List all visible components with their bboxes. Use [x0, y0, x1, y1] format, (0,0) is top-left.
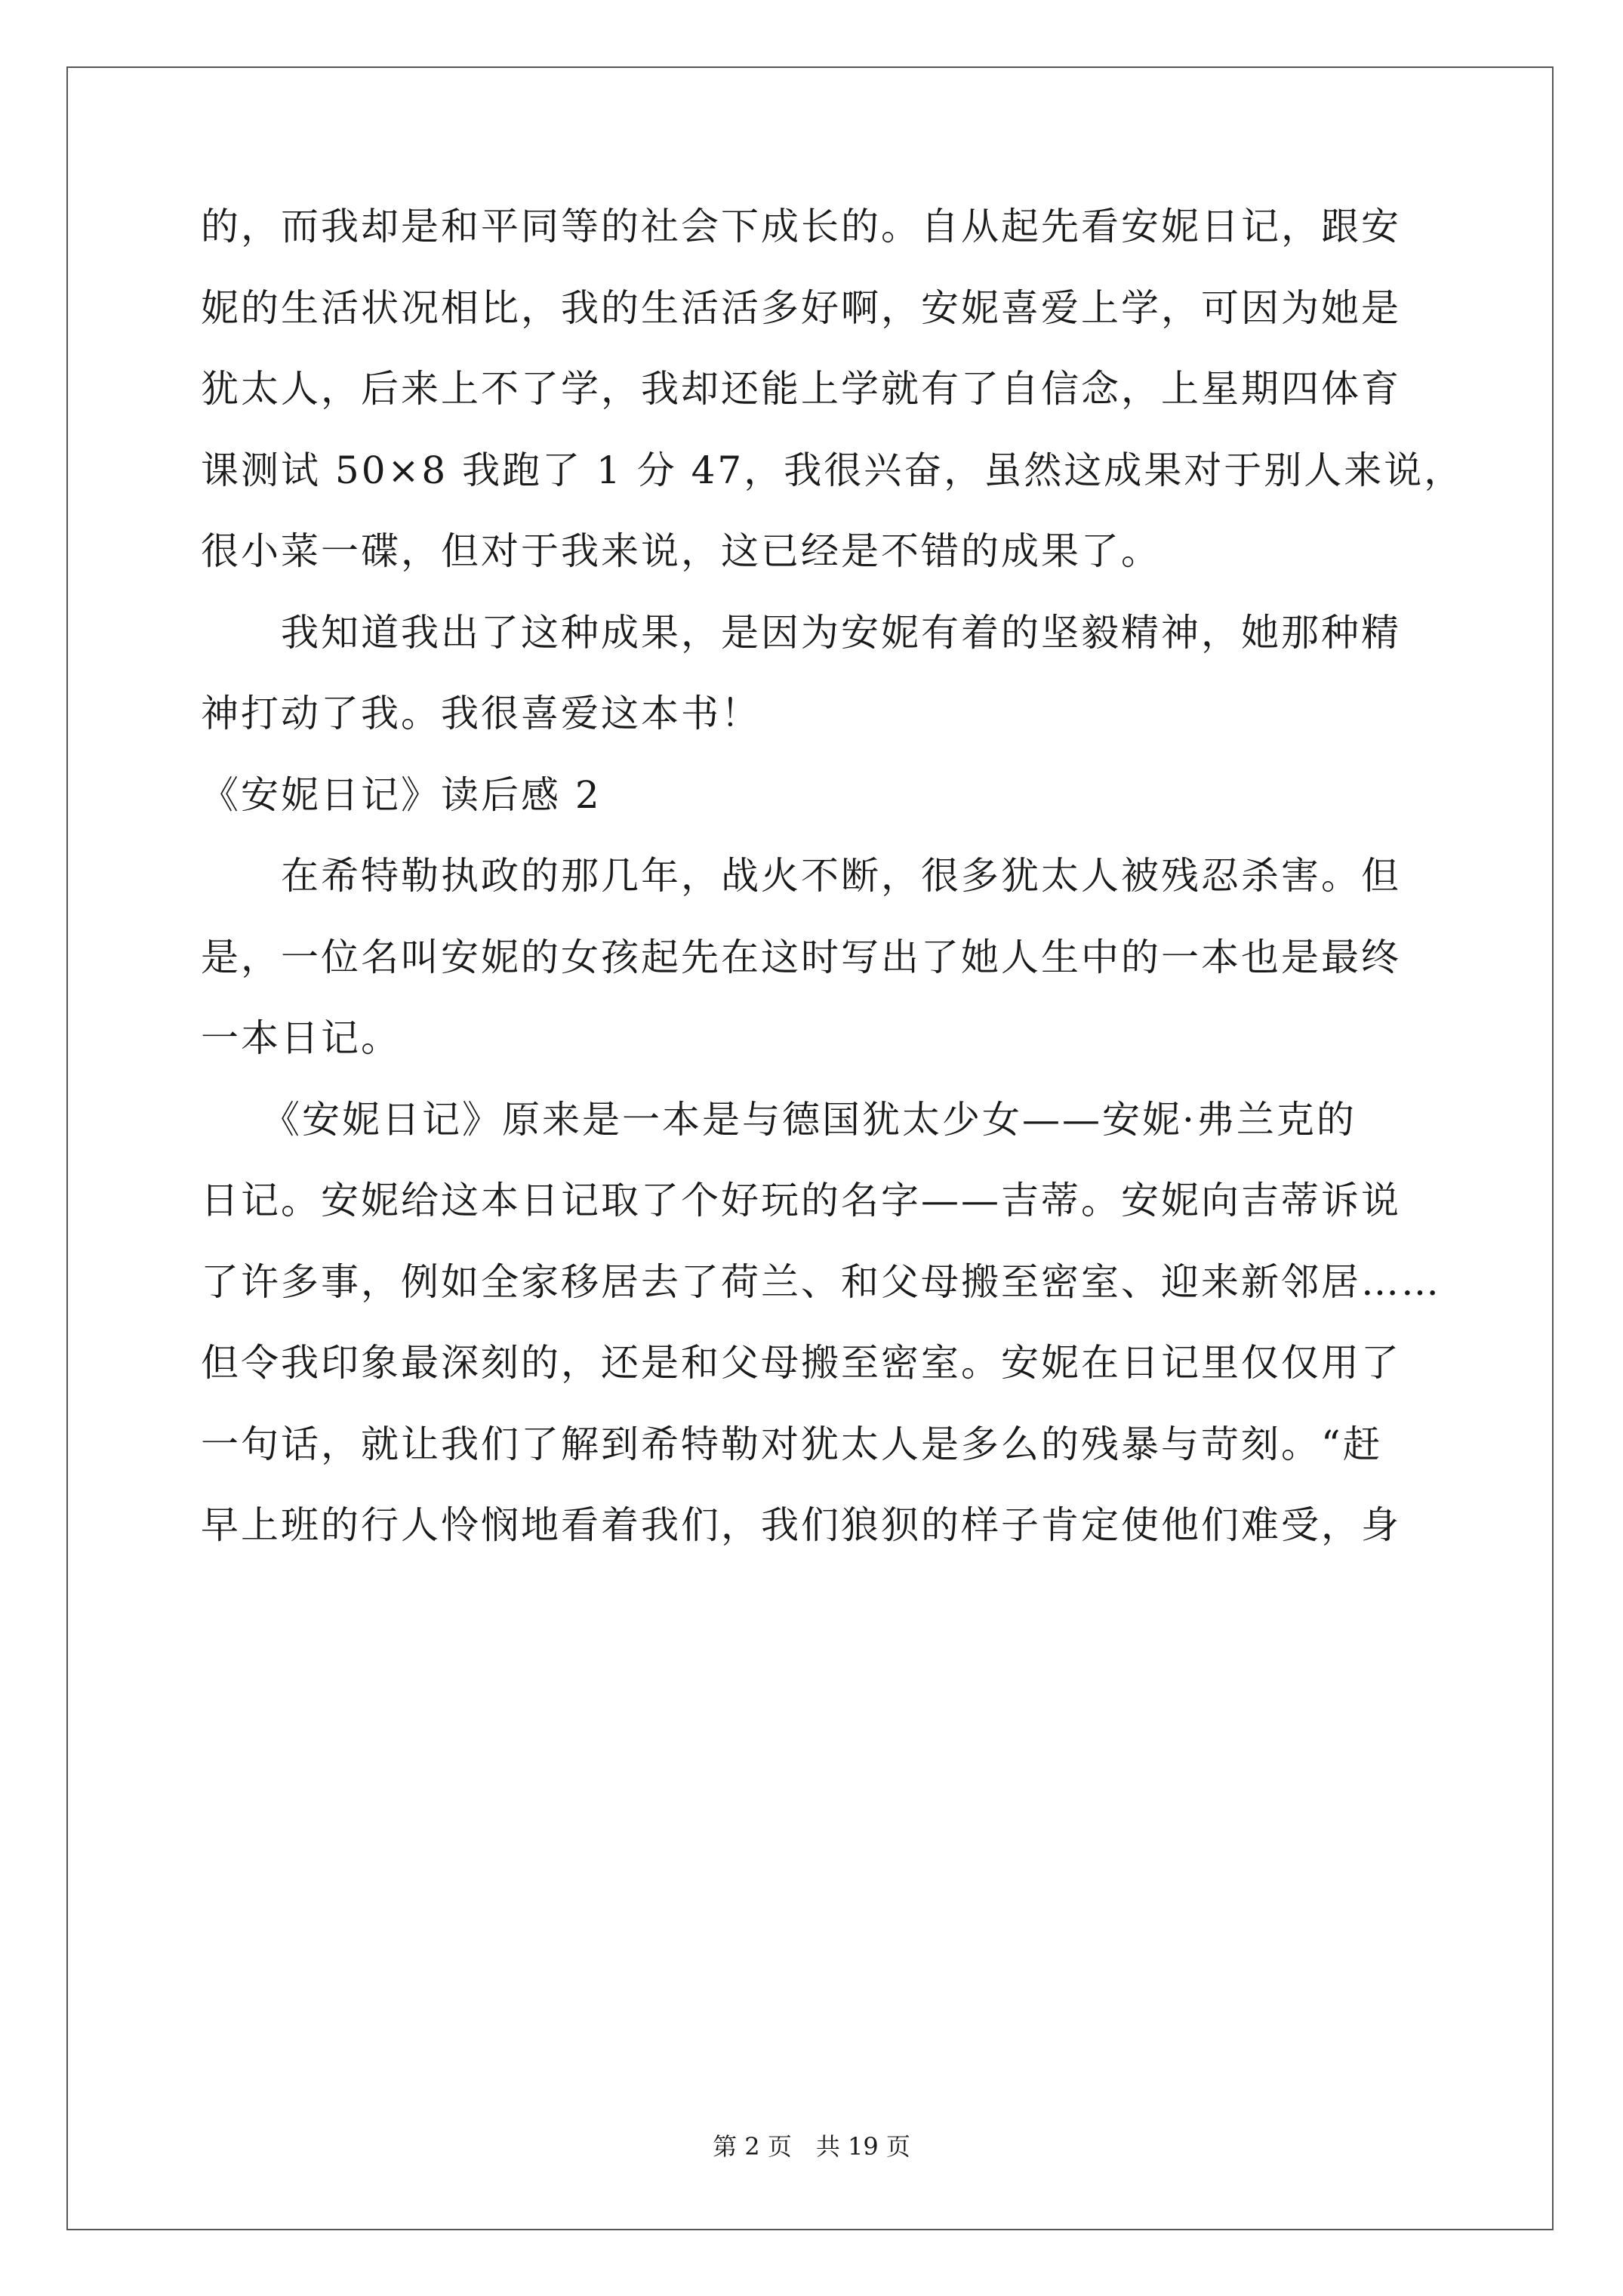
text-line: 了许多事，例如全家移居去了荷兰、和父母搬至密室、迎来新邻居…… [201, 1259, 1441, 1304]
text-line: 《安妮日记》原来是一本是与德国犹太少女——安妮·弗兰克的 [201, 1097, 1357, 1142]
text-line: 很小菜一碟，但对于我来说，这已经是不错的成果了。 [201, 529, 1161, 573]
text-line: 一句话，就让我们了解到希特勒对犹太人是多么的残暴与苛刻。“赶 [201, 1422, 1383, 1466]
text-line: 在希特勒执政的那几年，战火不断，很多犹太人被残忍杀害。但 [201, 854, 1401, 898]
text-line: 但令我印象最深刻的，还是和父母搬至密室。安妮在日记里仅仅用了 [201, 1341, 1401, 1385]
text-line: 犹太人，后来上不了学，我却还能上学就有了自信念，上星期四体育 [201, 367, 1401, 411]
text-line: 我知道我出了这种成果，是因为安妮有着的坚毅精神，她那种精 [201, 610, 1401, 655]
text-line: 日记。安妮给这本日记取了个好玩的名字——吉蒂。安妮向吉蒂诉说 [201, 1179, 1401, 1222]
text-line: 的，而我却是和平同等的社会下成长的。自从起先看安妮日记，跟安 [201, 205, 1401, 248]
section-heading: 《安妮日记》读后感 2 [201, 772, 602, 817]
text-line: 一本日记。 [201, 1016, 401, 1060]
text-line: 妮的生活状况相比，我的生活活多好啊，安妮喜爱上学，可因为她是 [201, 285, 1401, 330]
document-body [201, 204, 1464, 1584]
text-line: 早上班的行人怜悯地看着我们，我们狼狈的样子肯定使他们难受，身 [201, 1503, 1401, 1547]
page-number-footer: 第 2 页 共 19 页 [713, 2132, 910, 2161]
text-line: 课测试 50×8 我跑了 1 分 47，我很兴奋，虽然这成果对于别人来说， [201, 448, 1464, 492]
text-line: 神打动了我。我很喜爱这本书！ [201, 692, 761, 735]
text-line: 是，一位名叫安妮的女孩起先在这时写出了她人生中的一本也是最终 [201, 935, 1401, 979]
